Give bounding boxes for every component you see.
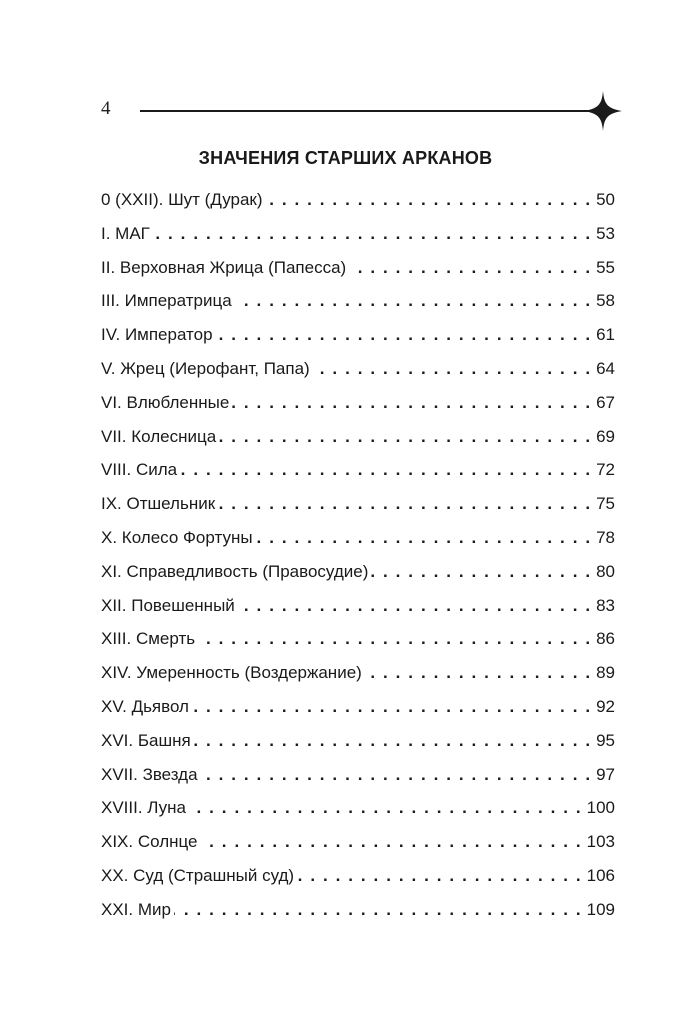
toc-entry[interactable] <box>101 358 615 392</box>
toc-entry-title: XIV. Умеренность (Воздержание) <box>101 663 362 683</box>
toc-entry[interactable] <box>101 899 615 933</box>
toc-entry-title: IV. Император <box>101 325 213 345</box>
dot-leader <box>313 358 590 380</box>
toc-entry[interactable] <box>101 223 615 257</box>
four-point-star-icon <box>584 91 622 131</box>
dot-leader <box>153 223 590 245</box>
toc-entry-title: XVII. Звезда <box>101 764 198 784</box>
dot-leader <box>216 324 591 346</box>
dot-leader <box>232 392 590 414</box>
toc-entry[interactable] <box>101 662 615 696</box>
toc-entry[interactable] <box>101 324 615 358</box>
toc-entry-page-number: 100 <box>586 798 615 818</box>
toc-entry-page-number: 72 <box>596 460 615 480</box>
toc-entry[interactable] <box>101 493 615 527</box>
toc-entry-page-number: 50 <box>596 190 615 209</box>
dot-leader <box>238 595 590 617</box>
toc-entry-page-number: 89 <box>596 663 615 683</box>
toc-entry-page-number: 75 <box>596 494 615 514</box>
dot-leader <box>235 290 590 312</box>
toc-entry-page-number: 67 <box>596 392 615 412</box>
dot-leader <box>219 426 590 448</box>
toc-entry-title: XVI. Башня <box>101 730 191 750</box>
toc-entry-page-number: 58 <box>596 291 615 311</box>
toc-entry-title: VIII. Сила <box>101 460 178 480</box>
header-rule <box>140 110 592 112</box>
toc-entry[interactable] <box>101 595 615 629</box>
dot-leader <box>201 831 581 853</box>
dot-leader <box>218 493 590 515</box>
toc-entry-page-number: 83 <box>596 595 615 615</box>
toc-entry-title: V. Жрец (Иерофант, Папа) <box>101 358 310 378</box>
toc-entry-title: XXI. Мир <box>101 899 171 919</box>
page-number: 4 <box>101 98 111 119</box>
toc-entry-title: XI. Справедливость (Правосудие) <box>101 561 369 581</box>
toc-entry[interactable] <box>101 764 615 798</box>
section-title: ЗНАЧЕНИЯ СТАРШИХ АРКАНОВ <box>198 148 493 168</box>
toc-entry[interactable] <box>101 459 615 493</box>
dot-leader <box>189 797 581 819</box>
dot-leader <box>297 865 581 887</box>
toc-entry-page-number: 64 <box>596 358 615 378</box>
toc-entry-page-number: 109 <box>586 899 615 919</box>
toc-entry-title: XV. Дьявол <box>101 696 189 716</box>
toc-entry-title: XX. Суд (Страшный суд) <box>101 865 295 885</box>
toc-entry-page-number: 55 <box>596 257 615 277</box>
toc-entry-title: VII. Колесница <box>101 426 217 446</box>
toc-entry-title: I. МАГ <box>101 223 150 243</box>
toc-entry-page-number: 80 <box>596 561 615 581</box>
toc-entry-title: XIX. Солнце <box>101 832 198 852</box>
toc-entry[interactable] <box>101 628 615 662</box>
dot-leader <box>349 257 590 279</box>
toc-entry-page-number: 86 <box>596 629 615 649</box>
toc-entry[interactable] <box>101 730 615 764</box>
toc-entry-title: IX. Отшельник <box>101 494 216 514</box>
toc-entry-title: III. Императрица <box>101 291 232 311</box>
toc-entry[interactable] <box>101 189 615 223</box>
toc-entry-page-number: 53 <box>596 223 615 243</box>
toc-entry-page-number: 103 <box>586 832 615 852</box>
toc-entry-page-number: 69 <box>596 426 615 446</box>
dot-leader <box>256 527 591 549</box>
toc-entry-page-number: 106 <box>586 865 615 885</box>
dot-leader <box>192 696 590 718</box>
toc-entry[interactable] <box>101 392 615 426</box>
dot-leader <box>194 730 590 752</box>
toc-entry[interactable] <box>101 257 615 291</box>
toc-entry-title: VI. Влюбленные <box>101 392 230 412</box>
toc-entry[interactable] <box>101 696 615 730</box>
toc-entry-title: 0 (XXII). Шут (Дурак) <box>101 190 263 209</box>
toc-entry-page-number: 92 <box>596 696 615 716</box>
toc-entry-title: XII. Повешенный <box>101 595 235 615</box>
toc-entry-title: XVIII. Луна <box>101 798 186 818</box>
toc-entry-title: II. Верховная Жрица (Папесса) <box>101 257 347 277</box>
table-of-contents <box>101 189 615 933</box>
toc-entry-page-number: 78 <box>596 527 615 547</box>
dot-leader <box>180 459 590 481</box>
toc-entry-title: XIII. Смерть <box>101 629 196 649</box>
toc-entry-title: X. Колесо Фортуны <box>101 527 253 547</box>
toc-entry-page-number: 61 <box>596 325 615 345</box>
dot-leader <box>266 189 591 211</box>
toc-entry[interactable] <box>101 797 615 831</box>
toc-entry[interactable] <box>101 865 615 899</box>
toc-entry[interactable] <box>101 831 615 865</box>
dot-leader <box>371 561 590 583</box>
toc-entry[interactable] <box>101 561 615 595</box>
dot-leader <box>201 764 591 786</box>
toc-entry[interactable] <box>101 527 615 561</box>
toc-entry-page-number: 95 <box>596 730 615 750</box>
dot-leader <box>198 628 590 650</box>
toc-entry[interactable] <box>101 426 615 460</box>
toc-entry[interactable] <box>101 290 615 324</box>
dot-leader <box>174 899 581 921</box>
dot-leader <box>365 662 590 684</box>
toc-entry-page-number: 97 <box>596 764 615 784</box>
